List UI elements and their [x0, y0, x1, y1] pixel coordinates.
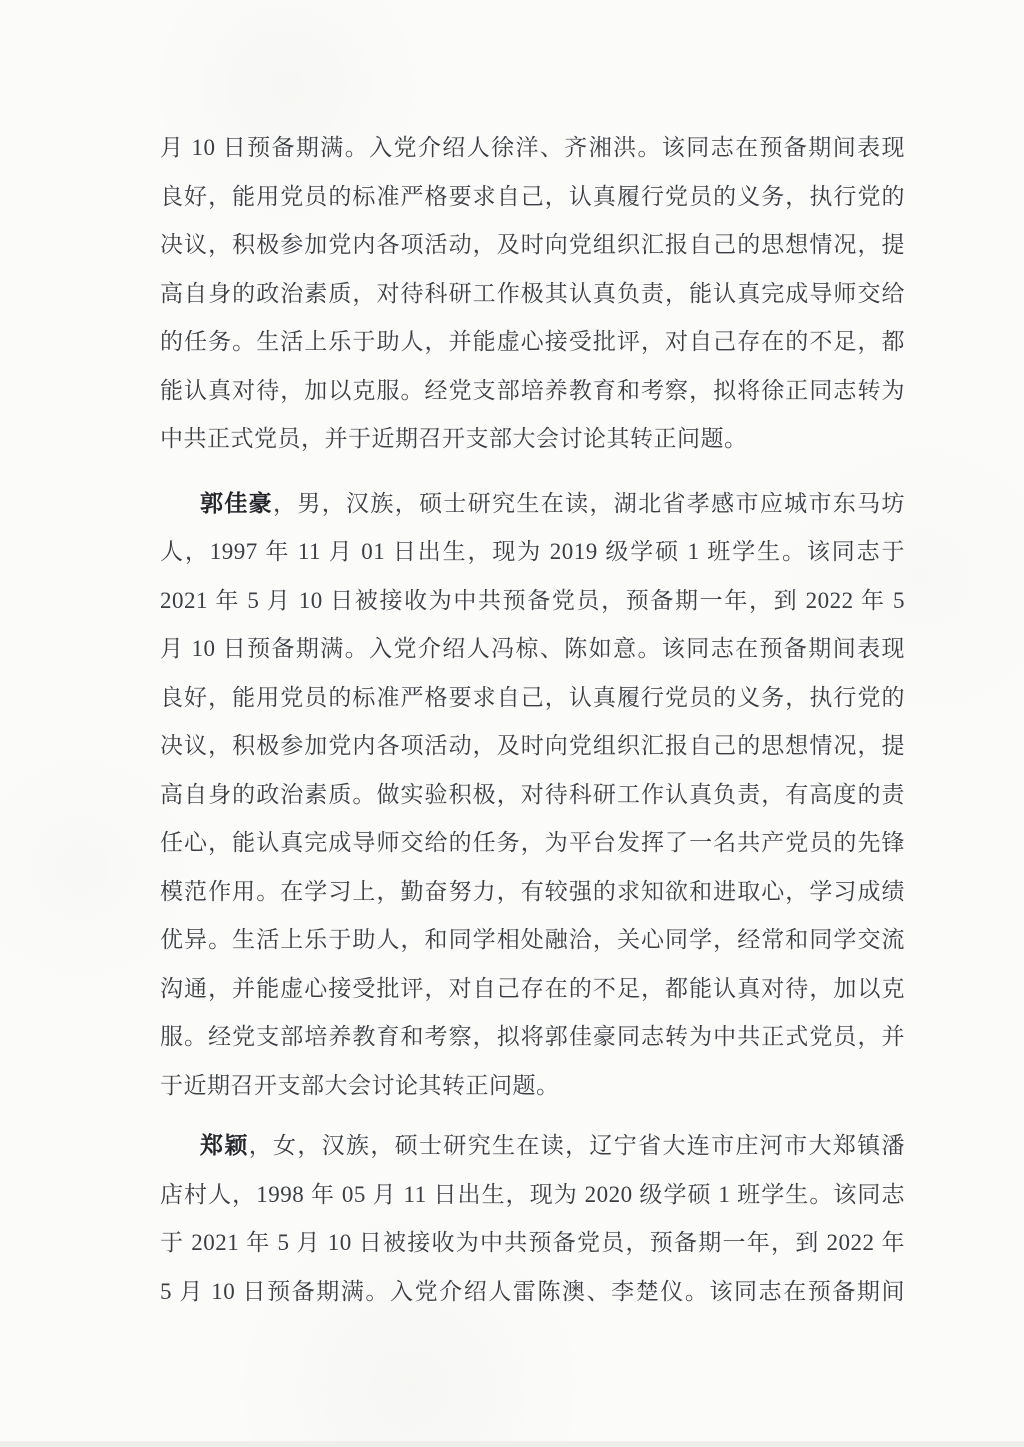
- text-line: 任心，能认真完成导师交给的任务，为平台发挥了一名共产党员的先锋: [160, 830, 905, 855]
- text-line: 决议，积极参加党内各项活动，及时向党组织汇报自己的思想情况，提: [160, 232, 905, 257]
- paragraph-3: [160, 1122, 905, 1316]
- text-line: 于 2021 年 5 月 10 日被接收为中共预备党员，预备期一年，到 2022 年: [160, 1230, 905, 1255]
- paragraph-1: [160, 124, 905, 464]
- text-line: 良好，能用党员的标准严格要求自己，认真履行党员的义务，执行党的: [160, 684, 905, 710]
- text-line: 能认真对待，加以克服。经党支部培养教育和考察，拟将徐正同志转为: [160, 377, 905, 403]
- text-line: 店村人，1998 年 05 月 11 日出生，现为 2020 级学硕 1 班学生。该同志: [160, 1181, 905, 1207]
- text-line: 2021 年 5 月 10 日被接收为中共预备党员，预备期一年，到 2022 年 5: [160, 587, 905, 613]
- text-line: 高自身的政治素质，对待科研工作极其认真负责，能认真完成导师交给: [160, 280, 905, 306]
- text-line: 中共正式党员，并于近期召开支部大会讨论其转正问题。: [160, 426, 748, 451]
- text-line: 月 10 日预备期满。入党介绍人徐洋、齐湘洪。该同志在预备期间表现: [160, 135, 905, 160]
- text-line: [160, 1122, 905, 1171]
- text-line: 5 月 10 日预备期满。入党介绍人雷陈澳、李楚仪。该同志在预备期间: [160, 1278, 905, 1304]
- text-line: 良好，能用党员的标准严格要求自己，认真履行党员的义务，执行党的: [160, 183, 905, 209]
- line-text: ，女，汉族，硕士研究生在读，辽宁省大连市庄河市大郑镇潘: [248, 1133, 905, 1158]
- paragraph-2: [160, 480, 905, 1111]
- text-line: 服。经党支部培养教育和考察，拟将郭佳豪同志转为中共正式党员，并: [160, 1024, 905, 1049]
- text-line: 人，1997 年 11 月 01 日出生，现为 2019 级学硕 1 班学生。该同志于: [160, 539, 905, 564]
- text-line: 于近期召开支部大会讨论其转正问题。: [160, 1072, 560, 1098]
- text-line: 模范作用。在学习上，勤奋努力，有较强的求知欲和进取心，学习成绩: [160, 878, 905, 904]
- text-line: 高自身的政治素质。做实验积极，对待科研工作认真负责，有高度的责: [160, 781, 905, 807]
- document-body: [160, 124, 905, 1316]
- person-name: 郭佳豪: [200, 490, 274, 516]
- text-line: [160, 480, 905, 529]
- scan-bottom-edge: [0, 1441, 1024, 1447]
- text-line: 决议，积极参加党内各项活动，及时向党组织汇报自己的思想情况，提: [160, 733, 905, 758]
- text-line: 月 10 日预备期满。入党介绍人冯椋、陈如意。该同志在预备期间表现: [160, 636, 905, 661]
- person-name: 郑颖: [200, 1133, 249, 1158]
- line-text: ，男，汉族，硕士研究生在读，湖北省孝感市应城市东马坊: [273, 490, 905, 516]
- text-line: 优异。生活上乐于助人，和同学相处融洽，关心同学，经常和同学交流: [160, 927, 905, 952]
- text-line: 的任务。生活上乐于助人，并能虚心接受批评，对自己存在的不足，都: [160, 329, 905, 354]
- text-line: 沟通，并能虚心接受批评，对自己存在的不足，都能认真对待，加以克: [160, 975, 905, 1001]
